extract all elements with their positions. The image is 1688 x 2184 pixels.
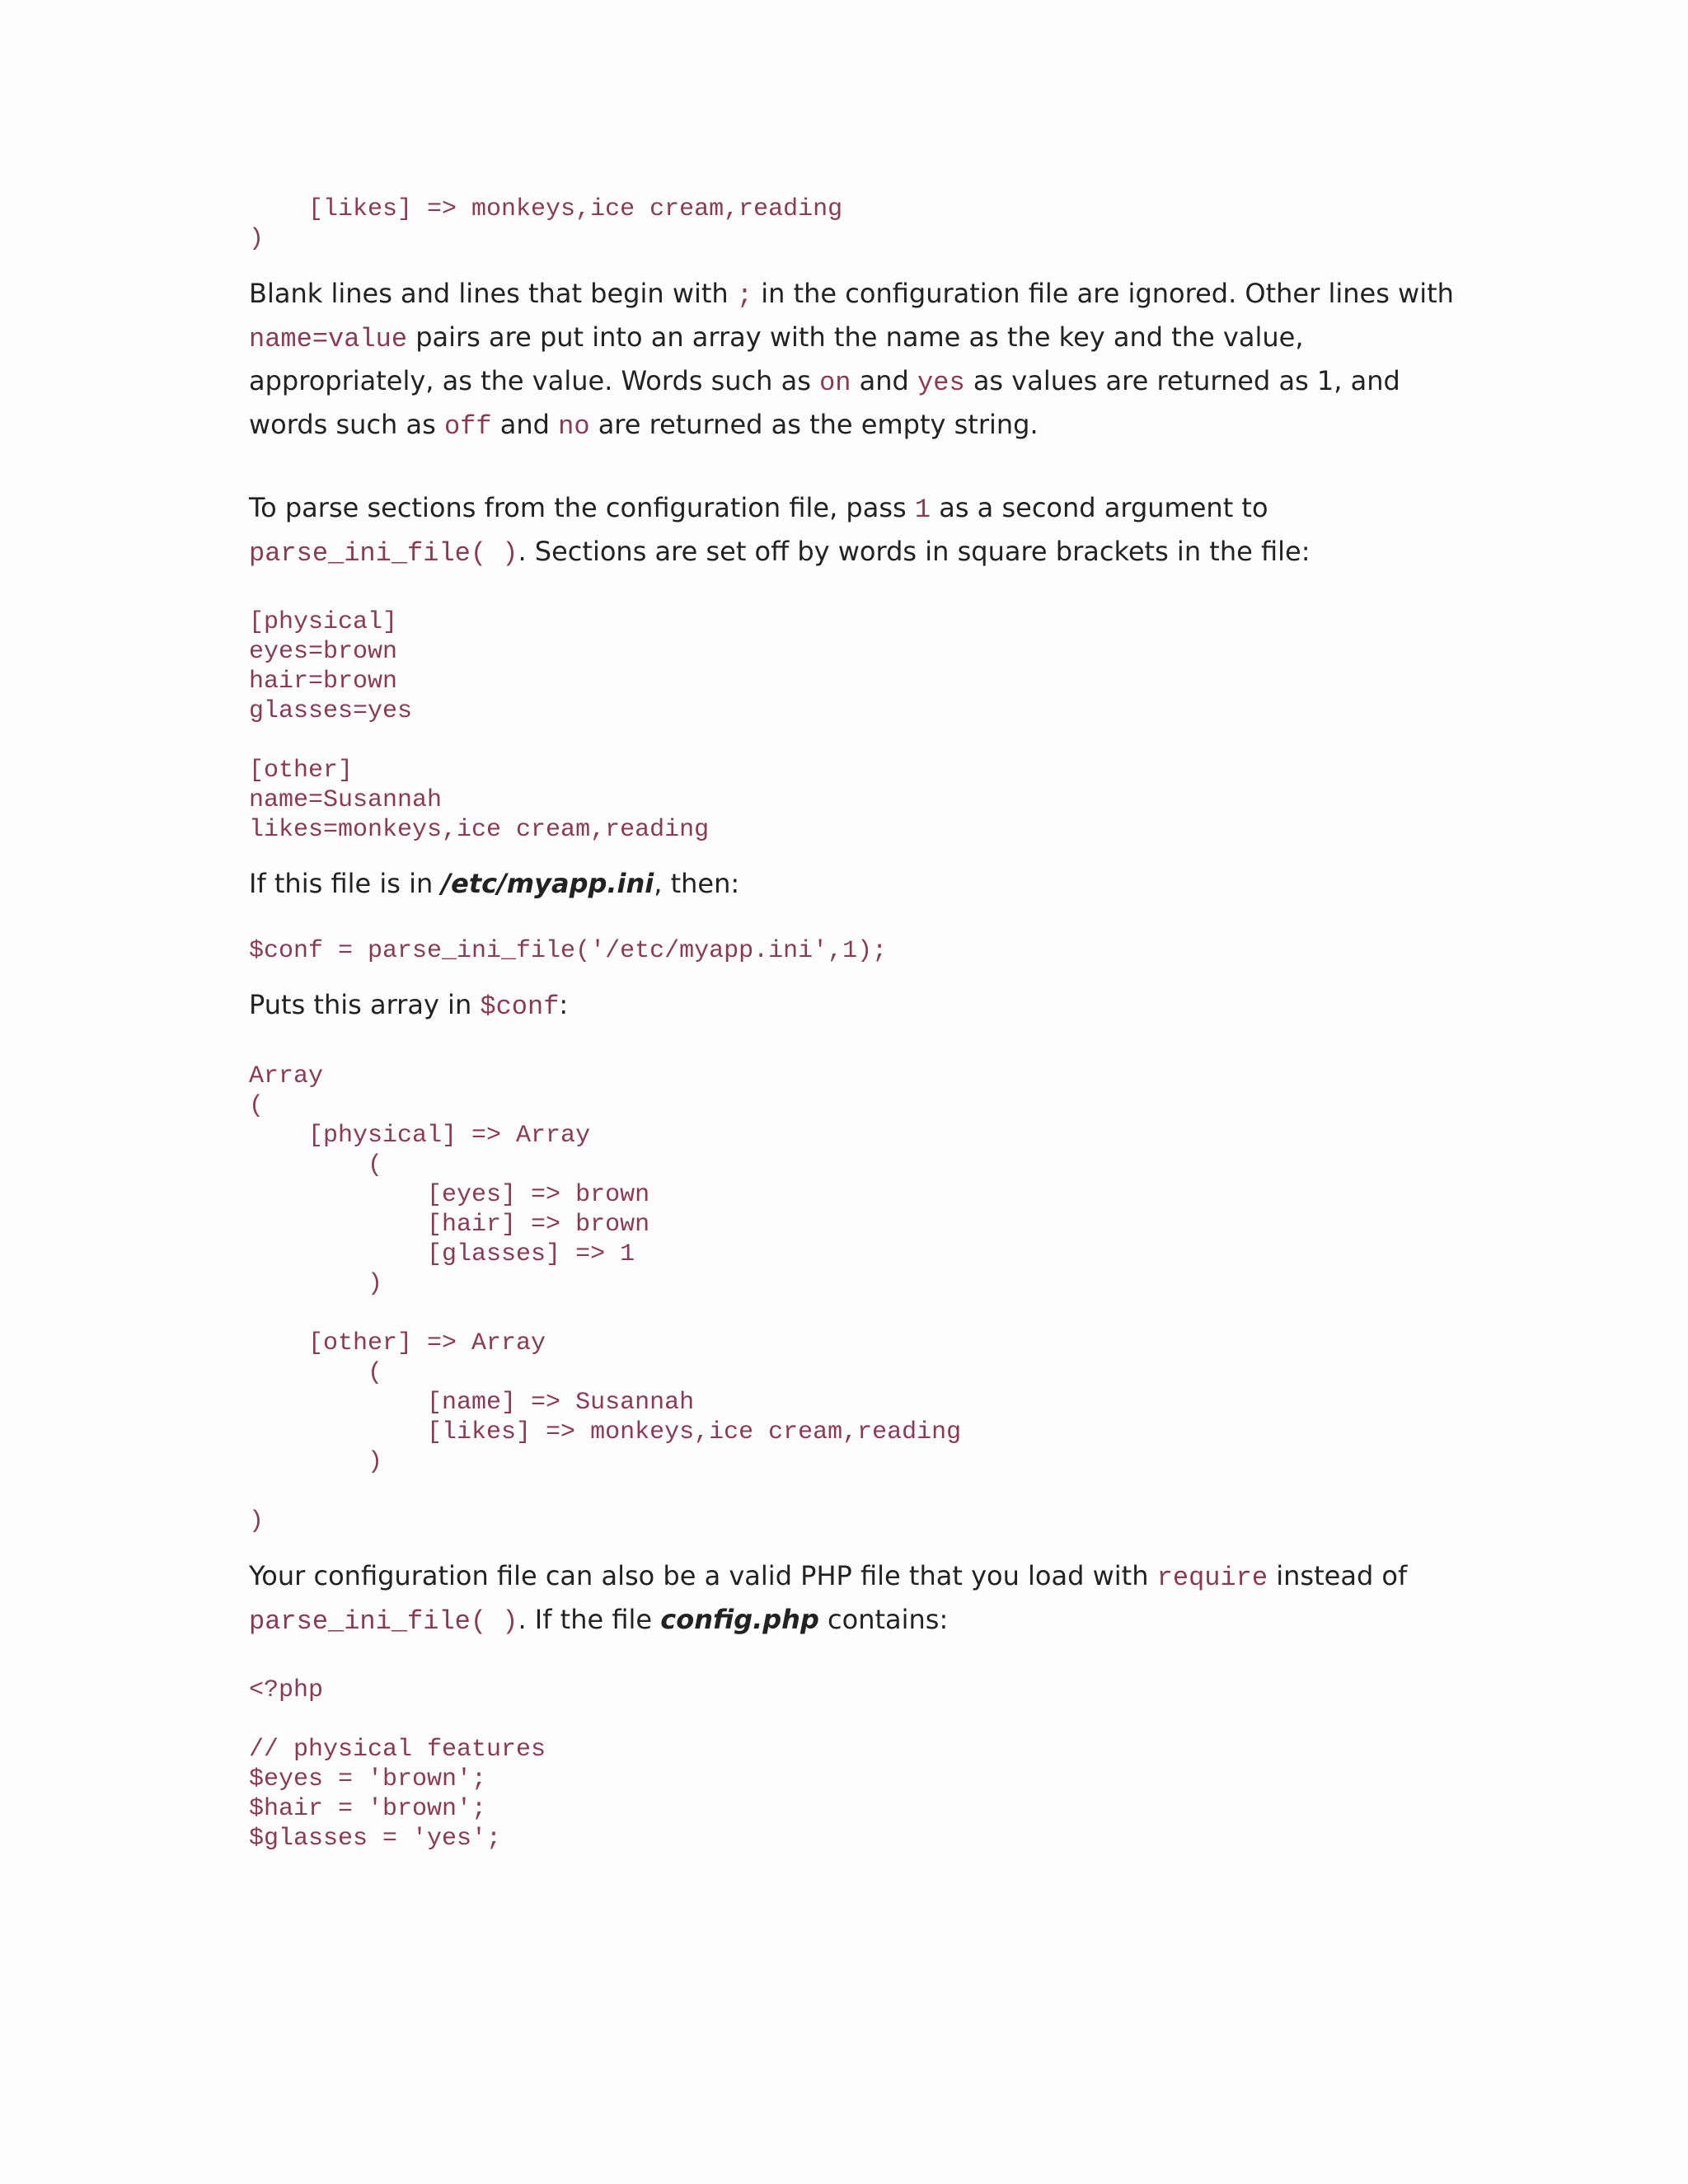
text: contains: — [818, 1604, 949, 1635]
paragraph-puts-array — [249, 984, 1485, 1028]
text: , then: — [654, 868, 740, 899]
inline-code: no — [558, 411, 590, 442]
inline-code: ; — [736, 280, 753, 311]
file-path: /etc/myapp.ini — [441, 868, 654, 899]
paragraph-blank-lines — [249, 273, 1485, 448]
inline-code: on — [819, 368, 851, 398]
text: Puts this array in — [249, 989, 481, 1020]
text: Your configuration file can also be a valid PHP file that you load with — [249, 1560, 1157, 1591]
inline-code: off — [443, 411, 492, 442]
text: in the configuration file are ignored. Other lines with — [753, 278, 1454, 309]
text: . If the file — [518, 1604, 661, 1635]
paragraph-php-config — [249, 1555, 1485, 1643]
code-block-array-output: Array ( [physical] => Array ( [eyes] => brown [hair] => brown [glasses] => 1 ) [other] => Array ( [name] => Susannah [likes] => monkeys,ice cream,reading ) ) — [249, 1062, 962, 1535]
inline-code: $conf — [480, 991, 560, 1022]
text: To parse sections from the configuration file, pass — [249, 492, 915, 523]
text: and — [851, 365, 918, 396]
text: as values are returned as 1, and words such as — [249, 365, 1400, 440]
text: pairs are put into an array with the name as the key and the value, appropriately, as the value. Words such as — [249, 321, 1304, 396]
inline-code: 1 — [914, 494, 931, 525]
code-block-php-file: <?php // physical features $eyes = 'brown'; $hair = 'brown'; $glasses = 'yes'; — [249, 1676, 546, 1853]
inline-code: name=value — [249, 324, 408, 354]
inline-code: parse_ini_file( ) — [249, 538, 518, 569]
text: If this file is in — [249, 868, 442, 899]
text: and — [491, 409, 559, 440]
inline-code: yes — [917, 368, 965, 398]
text: Blank lines and lines that begin with — [249, 278, 737, 309]
code-block-parse-call: $conf = parse_ini_file('/etc/myapp.ini',1); — [249, 937, 888, 965]
document-page — [249, 194, 1485, 1854]
inline-code: require — [1156, 1563, 1268, 1593]
paragraph-parse-sections — [249, 487, 1485, 574]
code-block-array-tail: [likes] => monkeys,ice cream,reading ) — [249, 195, 843, 253]
text: . Sections are set off by words in square brackets in the file: — [518, 536, 1311, 567]
text: as a second argument to — [931, 492, 1268, 523]
inline-code: parse_ini_file( ) — [249, 1606, 518, 1637]
text: are returned as the empty string. — [589, 409, 1039, 440]
text: : — [559, 989, 569, 1020]
text: instead of — [1268, 1560, 1408, 1591]
paragraph-file-location — [249, 863, 1485, 905]
code-block-ini-file: [physical] eyes=brown hair=brown glasses=yes [other] name=Susannah likes=monkeys,ice cream,reading — [249, 608, 710, 844]
file-name: config.php — [660, 1604, 819, 1635]
